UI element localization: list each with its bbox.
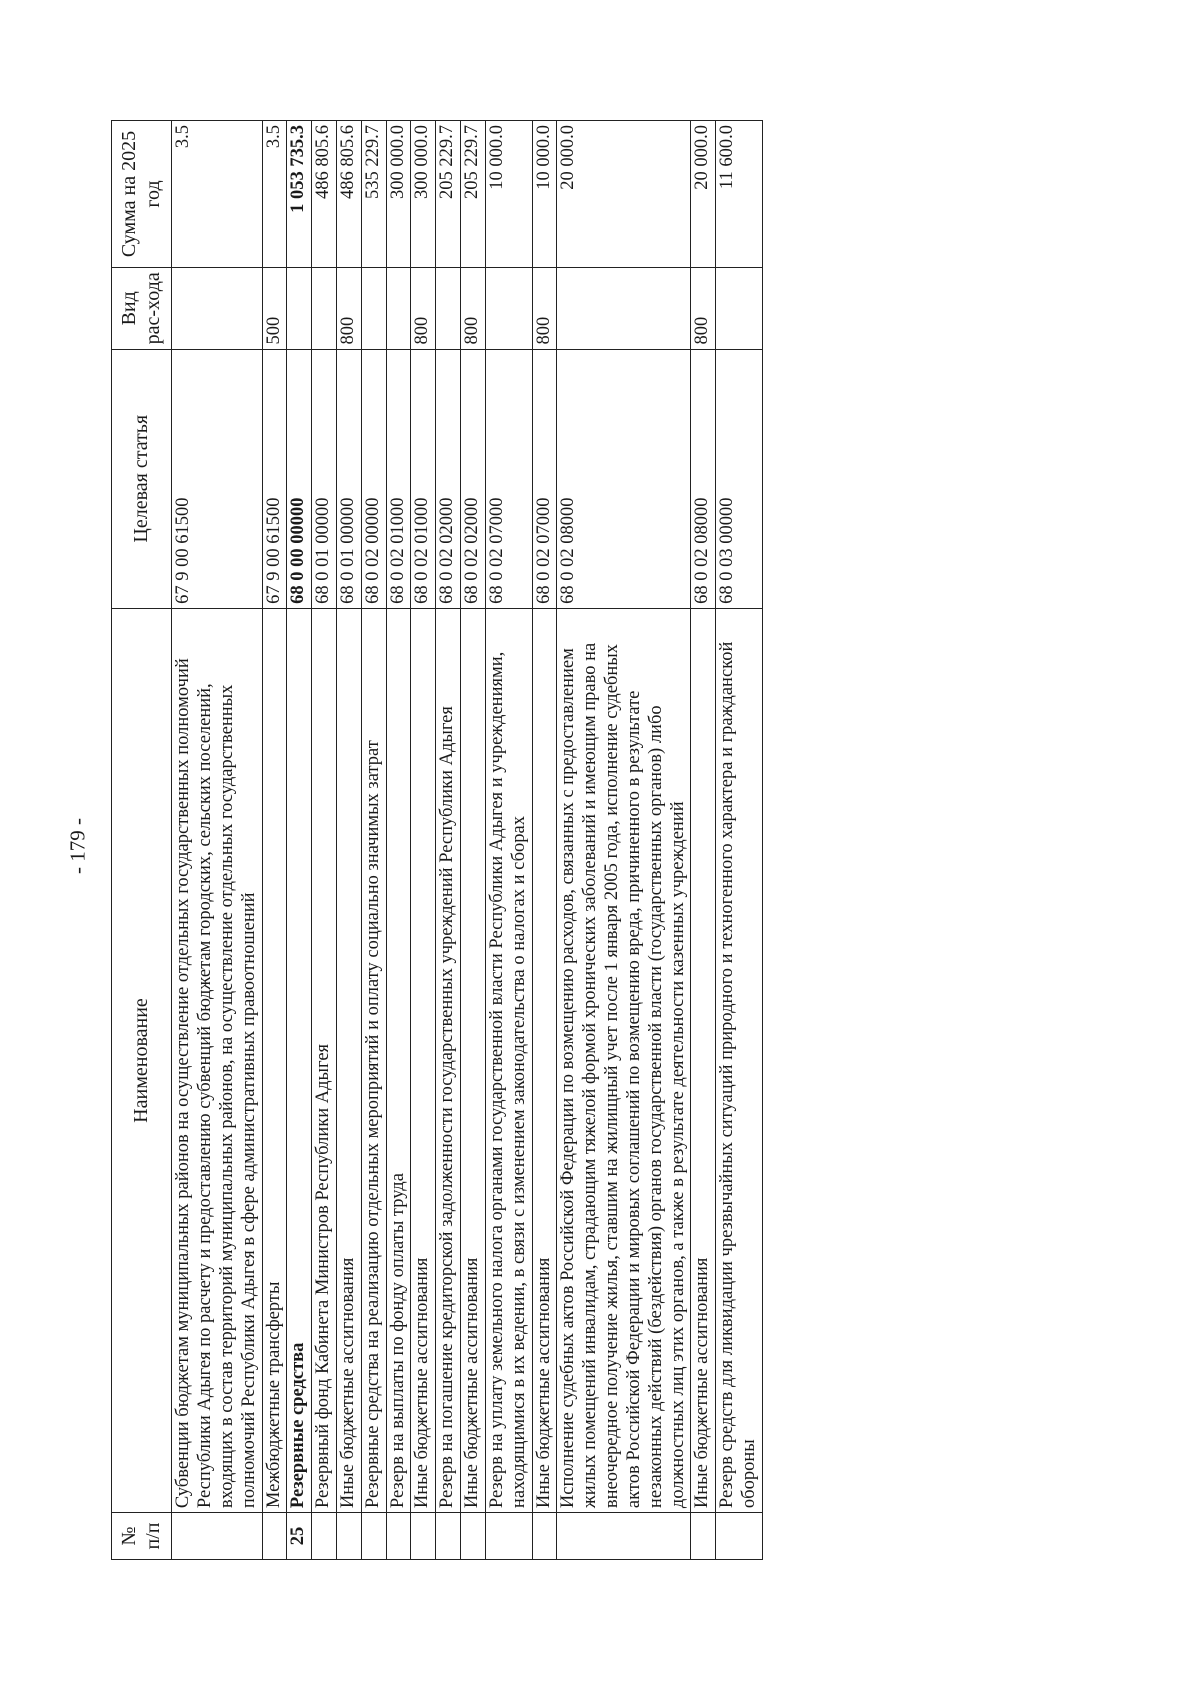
row-type: 800 bbox=[691, 268, 716, 350]
header-sum: Сумма на 2025 год bbox=[112, 121, 172, 268]
row-sum: 3.5 bbox=[262, 121, 287, 268]
row-num bbox=[436, 1513, 461, 1560]
row-num bbox=[485, 1513, 532, 1560]
header-num: № п/п bbox=[112, 1513, 172, 1560]
table-row bbox=[436, 121, 461, 1560]
row-num bbox=[557, 1513, 691, 1560]
row-sum: 1 053 735.3 bbox=[287, 121, 312, 268]
row-code: 68 0 02 08000 bbox=[557, 349, 691, 608]
row-num bbox=[716, 1513, 763, 1560]
row-code: 68 0 02 02000 bbox=[461, 349, 486, 608]
row-code: 68 0 00 00000 bbox=[287, 349, 312, 608]
row-sum: 20 000.0 bbox=[691, 121, 716, 268]
header-type: Вид рас-хода bbox=[112, 268, 172, 350]
table-row bbox=[361, 121, 386, 1560]
row-type: 800 bbox=[411, 268, 436, 350]
table-row bbox=[172, 121, 262, 1560]
row-num bbox=[386, 1513, 411, 1560]
row-sum: 486 805.6 bbox=[312, 121, 337, 268]
row-num bbox=[262, 1513, 287, 1560]
table-row-section bbox=[287, 121, 312, 1560]
row-type bbox=[436, 268, 461, 350]
row-name: Иные бюджетные ассигнования bbox=[336, 608, 361, 1512]
table-row bbox=[691, 121, 716, 1560]
row-name: Резервные средства bbox=[287, 608, 312, 1512]
row-num bbox=[312, 1513, 337, 1560]
row-num bbox=[411, 1513, 436, 1560]
row-code: 68 0 02 02000 bbox=[436, 349, 461, 608]
row-code: 68 0 02 00000 bbox=[361, 349, 386, 608]
row-num bbox=[336, 1513, 361, 1560]
row-name: Иные бюджетные ассигнования bbox=[532, 608, 557, 1512]
row-sum: 10 000.0 bbox=[532, 121, 557, 268]
table-row bbox=[532, 121, 557, 1560]
table-row bbox=[485, 121, 532, 1560]
row-name: Резерв на погашение кредиторской задолженности государственных учреждений Республики Адыгея bbox=[436, 608, 461, 1512]
row-type: 800 bbox=[532, 268, 557, 350]
row-type: 800 bbox=[461, 268, 486, 350]
row-name: Иные бюджетные ассигнования bbox=[411, 608, 436, 1512]
row-sum: 486 805.6 bbox=[336, 121, 361, 268]
row-type bbox=[361, 268, 386, 350]
row-type: 800 bbox=[336, 268, 361, 350]
row-code: 68 0 03 00000 bbox=[716, 349, 763, 608]
table-row bbox=[461, 121, 486, 1560]
row-name: Резерв средств для ликвидации чрезвычайных ситуаций природного и техногенного характера и гражданской обороны bbox=[716, 608, 763, 1512]
row-type: 500 bbox=[262, 268, 287, 350]
row-num bbox=[691, 1513, 716, 1560]
row-num: 25 bbox=[287, 1513, 312, 1560]
table-row bbox=[336, 121, 361, 1560]
row-code: 67 9 00 61500 bbox=[172, 349, 262, 608]
row-sum: 300 000.0 bbox=[411, 121, 436, 268]
row-num bbox=[361, 1513, 386, 1560]
row-sum: 11 600.0 bbox=[716, 121, 763, 268]
row-name: Резерв на выплаты по фонду оплаты труда bbox=[386, 608, 411, 1512]
row-code: 68 0 01 00000 bbox=[336, 349, 361, 608]
row-code: 68 0 02 07000 bbox=[532, 349, 557, 608]
table-row bbox=[716, 121, 763, 1560]
row-sum: 20 000.0 bbox=[557, 121, 691, 268]
row-name: Межбюджетные трансферты bbox=[262, 608, 287, 1512]
row-type bbox=[312, 268, 337, 350]
row-name: Субвенции бюджетам муниципальных районов на осуществление отдельных государственных полномочий Республики Адыгея по расчету и предоставлению субвенций бюджетам городских, сельских поселений, входящих в состав территорий муниципальных районов, на осуществление отдельных государственных полномочий Республики Адыгея в сфере административных правоотношений bbox=[172, 608, 262, 1512]
row-type bbox=[287, 268, 312, 350]
table-row bbox=[262, 121, 287, 1560]
row-code: 68 0 02 08000 bbox=[691, 349, 716, 608]
table-row bbox=[411, 121, 436, 1560]
table-row bbox=[386, 121, 411, 1560]
row-type bbox=[557, 268, 691, 350]
row-name: Резерв на уплату земельного налога органами государственной власти Республики Адыгея и учреждениями, находящимися в их ведении, в связи с изменением законодательства о налогах и сборах bbox=[485, 608, 532, 1512]
row-sum: 535 229.7 bbox=[361, 121, 386, 268]
row-name: Иные бюджетные ассигнования bbox=[691, 608, 716, 1512]
row-num bbox=[532, 1513, 557, 1560]
page-number: - 179 - bbox=[65, 818, 90, 874]
row-sum: 3.5 bbox=[172, 121, 262, 268]
row-sum: 300 000.0 bbox=[386, 121, 411, 268]
row-name: Резервные средства на реализацию отдельных мероприятий и оплату социально значимых затрат bbox=[361, 608, 386, 1512]
budget-table-container bbox=[111, 120, 1200, 1560]
row-sum: 10 000.0 bbox=[485, 121, 532, 268]
row-code: 68 0 02 07000 bbox=[485, 349, 532, 608]
row-name: Иные бюджетные ассигнования bbox=[461, 608, 486, 1512]
row-code: 68 0 02 01000 bbox=[386, 349, 411, 608]
row-code: 68 0 02 01000 bbox=[411, 349, 436, 608]
header-name: Наименование bbox=[112, 608, 172, 1512]
row-type bbox=[172, 268, 262, 350]
row-sum: 205 229.7 bbox=[461, 121, 486, 268]
row-type bbox=[386, 268, 411, 350]
row-name: Исполнение судебных актов Российской Федерации по возмещению расходов, связанных с предоставлением жилых помещений инвалидам, страдающим тяжелой формой хронических заболеваний и имеющим право на внеочередное получение жилья, ставшим на жилищный учет после 1 января 2005 года, исполнение судебных актов Российской Федерации и мировых соглашений по возмещению вреда, причиненного в результате незаконных действий (бездействия) органов государственной власти (государственных органов) либо должностных лиц этих органов, а также в результате деятельности казенных учреждений bbox=[557, 608, 691, 1512]
row-type bbox=[485, 268, 532, 350]
header-code: Целевая статья bbox=[112, 349, 172, 608]
budget-table bbox=[111, 120, 763, 1560]
row-code: 68 0 01 00000 bbox=[312, 349, 337, 608]
row-name: Резервный фонд Кабинета Министров Республики Адыгея bbox=[312, 608, 337, 1512]
row-type bbox=[716, 268, 763, 350]
table-row bbox=[557, 121, 691, 1560]
table-row bbox=[312, 121, 337, 1560]
table-header-row bbox=[112, 121, 172, 1560]
row-num bbox=[172, 1513, 262, 1560]
row-sum: 205 229.7 bbox=[436, 121, 461, 268]
row-num bbox=[461, 1513, 486, 1560]
row-code: 67 9 00 61500 bbox=[262, 349, 287, 608]
